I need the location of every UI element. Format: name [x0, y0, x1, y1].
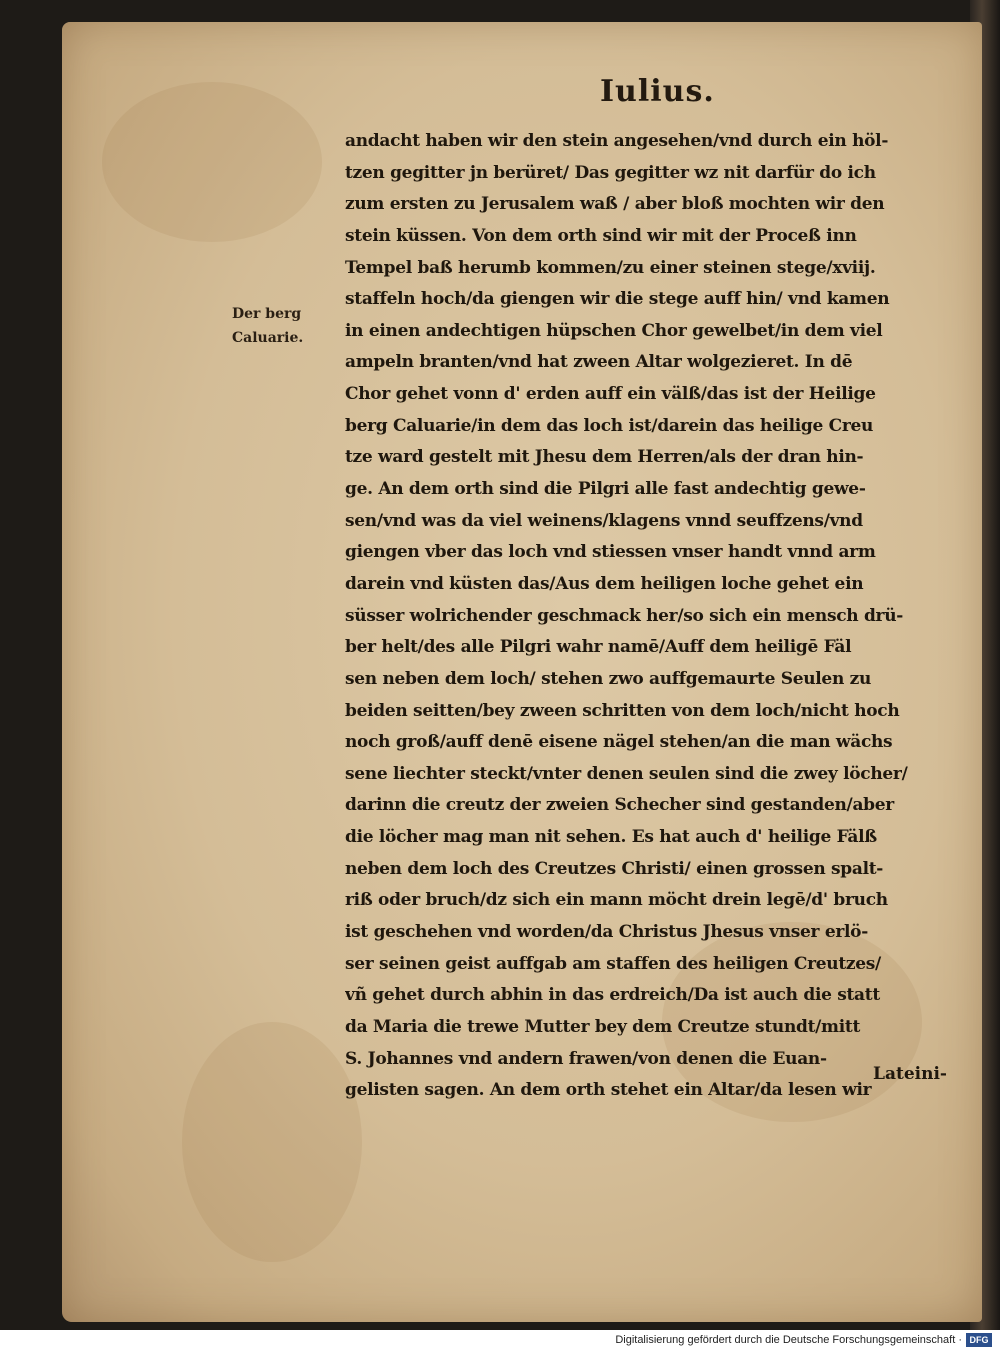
text-line: in einen andechtigen hüpschen Chor gewelbet/in dem viel [345, 320, 883, 341]
text-line: zum ersten zu Jerusalem waß / aber bloß mochten wir den [345, 194, 885, 215]
text-line: sene liechter steckt/vnter denen seulen sind die zwey löcher/ [345, 763, 908, 784]
text-line: ber helt/des alle Pilgri wahr namē/Auff dem heiligē Fäl [345, 637, 852, 658]
text-line: ist geschehen vnd worden/da Christus Jhesus vnser erlö- [345, 922, 868, 943]
marginal-note [232, 302, 344, 350]
text-line: neben dem loch des Creutzes Christi/ einen grossen spalt- [345, 858, 884, 879]
text-line: ser seinen geist auffgab am staffen des heiligen Creutzes/ [345, 953, 881, 974]
footer-credit: Digitalisierung gefördert durch die Deutsche Forschungsgemeinschaft · [615, 1334, 962, 1346]
text-line: stein küssen. Von dem orth sind wir mit der Proceß inn [345, 225, 857, 246]
text-line: ampeln branten/vnd hat zween Altar wolgezieret. In dē [345, 352, 853, 373]
text-line: S. Johannes vnd andern frawen/von denen die Euan- [345, 1048, 827, 1069]
text-line: sen neben dem loch/ stehen zwo auffgemaurte Seulen zu [345, 668, 872, 689]
text-line: berg Caluarie/in dem das loch ist/darein das heilige Creu [345, 415, 874, 436]
marginal-note-line: Caluarie. [232, 330, 304, 346]
text-line: giengen vber das loch vnd stiessen vnser handt vnnd arm [345, 542, 876, 563]
text-line: gelisten sagen. An dem orth stehet ein Altar/da lesen wir [345, 1080, 872, 1101]
text-line: noch groß/auff denē eisene nägel stehen/an die man wächs [345, 732, 893, 753]
text-line: staffeln hoch/da giengen wir die stege auff hin/ vnd kamen [345, 289, 890, 310]
text-line: die löcher mag man nit sehen. Es hat auch d' heilige Fälß [345, 827, 877, 848]
text-line: sen/vnd was da viel weinens/klagens vnnd seuffzens/vnd [345, 510, 863, 531]
running-head: Iulius. [600, 74, 715, 109]
text-line: Tempel baß herumb kommen/zu einer steinen stege/xviij. [345, 257, 876, 278]
text-line: da Maria die trewe Mutter bey dem Creutze stundt/mitt [345, 1016, 861, 1037]
paper-stain [182, 1022, 362, 1262]
marginal-note-line: Der berg [232, 306, 302, 322]
text-line: süsser wolrichender geschmack her/so sich ein mensch drü- [345, 605, 904, 626]
text-line: beiden seitten/bey zween schritten von dem loch/nicht hoch [345, 700, 900, 721]
text-line: darein vnd küsten das/Aus dem heiligen loche gehet ein [345, 573, 864, 594]
paper-stain [102, 82, 322, 242]
dfg-logo-icon: DFG [966, 1333, 992, 1347]
text-line: tzen gegitter jn berüret/ Das gegitter wz nit darfür do ich [345, 162, 876, 183]
text-line: riß oder bruch/dz sich ein mann möcht drein legē/d' bruch [345, 890, 888, 911]
text-line: Chor gehet vonn d' erden auff ein välß/das ist der Heilige [345, 384, 876, 405]
text-line: vñ gehet durch abhin in das erdreich/Da ist auch die statt [345, 985, 880, 1006]
text-line: tze ward gestelt mit Jhesu dem Herren/als der dran hin- [345, 447, 864, 468]
text-line: darinn die creutz der zweien Schecher sind gestanden/aber [345, 795, 894, 816]
text-line: ge. An dem orth sind die Pilgri alle fast andechtig gewe- [345, 479, 866, 500]
text-line: andacht haben wir den stein angesehen/vnd durch ein höl- [345, 131, 889, 151]
catchword: Lateini- [873, 1064, 947, 1084]
body-text [345, 126, 967, 1107]
